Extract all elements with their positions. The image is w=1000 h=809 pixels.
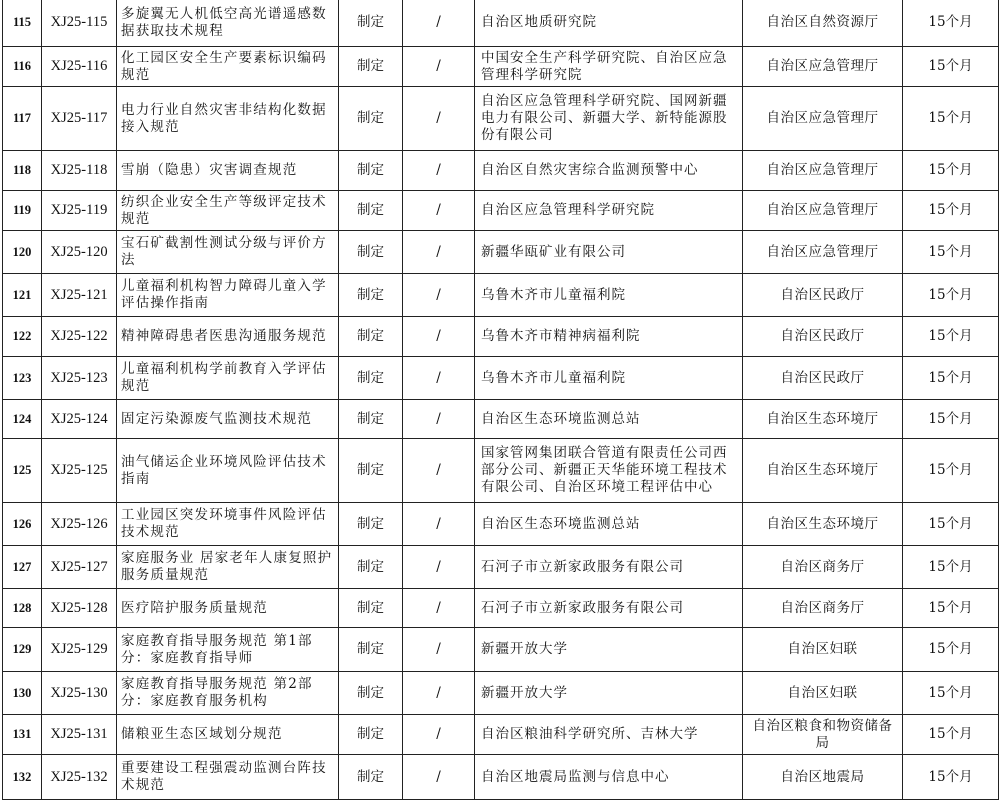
drafting-unit-cell: 乌鲁木齐市儿童福利院	[475, 274, 743, 317]
competent-department-cell: 自治区民政厅	[743, 357, 903, 400]
competent-department-cell: 自治区生态环境厅	[743, 439, 903, 503]
revised-standard-cell: /	[403, 151, 475, 191]
standard-code-cell: XJ25-124	[42, 400, 117, 439]
revised-standard-cell: /	[403, 0, 475, 47]
competent-department-cell: 自治区妇联	[743, 628, 903, 672]
competent-department-cell: 自治区粮食和物资储备局	[743, 715, 903, 755]
competent-department-cell: 自治区地震局	[743, 755, 903, 800]
revised-standard-cell: /	[403, 672, 475, 715]
competent-department-cell: 自治区应急管理厅	[743, 151, 903, 191]
standard-code-cell: XJ25-115	[42, 0, 117, 47]
project-type-cell: 制定	[339, 151, 403, 191]
row-number-cell: 125	[3, 439, 42, 503]
project-type-cell: 制定	[339, 400, 403, 439]
drafting-unit-cell: 乌鲁木齐市精神病福利院	[475, 317, 743, 357]
standard-name-cell: 家庭服务业 居家老年人康复照护服务质量规范	[117, 546, 339, 589]
revised-standard-cell: /	[403, 439, 475, 503]
project-type-cell: 制定	[339, 357, 403, 400]
table-row	[3, 87, 999, 151]
row-number-cell: 117	[3, 87, 42, 151]
drafting-unit-cell: 自治区自然灾害综合监测预警中心	[475, 151, 743, 191]
table-row	[3, 231, 999, 274]
row-number-cell: 131	[3, 715, 42, 755]
standard-name-cell: 纺织企业安全生产等级评定技术规范	[117, 191, 339, 231]
drafting-unit-cell: 石河子市立新家政服务有限公司	[475, 546, 743, 589]
competent-department-cell: 自治区民政厅	[743, 317, 903, 357]
row-number-cell: 124	[3, 400, 42, 439]
drafting-unit-cell: 自治区粮油科学研究所、吉林大学	[475, 715, 743, 755]
revised-standard-cell: /	[403, 87, 475, 151]
revised-standard-cell: /	[403, 628, 475, 672]
standard-code-cell: XJ25-120	[42, 231, 117, 274]
revised-standard-cell: /	[403, 546, 475, 589]
project-type-cell: 制定	[339, 589, 403, 628]
row-number-cell: 128	[3, 589, 42, 628]
project-type-cell: 制定	[339, 628, 403, 672]
drafting-unit-cell: 石河子市立新家政服务有限公司	[475, 589, 743, 628]
revised-standard-cell: /	[403, 231, 475, 274]
table-row	[3, 0, 999, 47]
row-number-cell: 115	[3, 0, 42, 47]
completion-period-cell: 15个月	[903, 400, 999, 439]
revised-standard-cell: /	[403, 357, 475, 400]
standard-name-cell: 工业园区突发环境事件风险评估技术规范	[117, 503, 339, 546]
table-body	[3, 0, 999, 800]
row-number-cell: 118	[3, 151, 42, 191]
standard-code-cell: XJ25-125	[42, 439, 117, 503]
revised-standard-cell: /	[403, 400, 475, 439]
standard-code-cell: XJ25-117	[42, 87, 117, 151]
completion-period-cell: 15个月	[903, 151, 999, 191]
revised-standard-cell: /	[403, 317, 475, 357]
project-type-cell: 制定	[339, 317, 403, 357]
project-type-cell: 制定	[339, 0, 403, 47]
table-row	[3, 47, 999, 87]
competent-department-cell: 自治区应急管理厅	[743, 231, 903, 274]
row-number-cell: 132	[3, 755, 42, 800]
completion-period-cell: 15个月	[903, 357, 999, 400]
standard-name-cell: 宝石矿截割性测试分级与评价方法	[117, 231, 339, 274]
completion-period-cell: 15个月	[903, 47, 999, 87]
revised-standard-cell: /	[403, 755, 475, 800]
completion-period-cell: 15个月	[903, 317, 999, 357]
standard-name-cell: 儿童福利机构学前教育入学评估规范	[117, 357, 339, 400]
standard-name-cell: 多旋翼无人机低空高光谱遥感数据获取技术规程	[117, 0, 339, 47]
standard-code-cell: XJ25-130	[42, 672, 117, 715]
table-row	[3, 274, 999, 317]
standard-code-cell: XJ25-118	[42, 151, 117, 191]
drafting-unit-cell: 自治区应急管理科学研究院	[475, 191, 743, 231]
row-number-cell: 116	[3, 47, 42, 87]
row-number-cell: 123	[3, 357, 42, 400]
competent-department-cell: 自治区应急管理厅	[743, 87, 903, 151]
competent-department-cell: 自治区生态环境厅	[743, 503, 903, 546]
completion-period-cell: 15个月	[903, 755, 999, 800]
revised-standard-cell: /	[403, 715, 475, 755]
project-type-cell: 制定	[339, 439, 403, 503]
row-number-cell: 130	[3, 672, 42, 715]
table-row	[3, 439, 999, 503]
standard-name-cell: 家庭教育指导服务规范 第1部分：家庭教育指导师	[117, 628, 339, 672]
completion-period-cell: 15个月	[903, 503, 999, 546]
standard-code-cell: XJ25-132	[42, 755, 117, 800]
competent-department-cell: 自治区商务厅	[743, 546, 903, 589]
standards-table	[2, 0, 999, 800]
row-number-cell: 122	[3, 317, 42, 357]
table-row	[3, 715, 999, 755]
standard-code-cell: XJ25-126	[42, 503, 117, 546]
standard-code-cell: XJ25-129	[42, 628, 117, 672]
competent-department-cell: 自治区生态环境厅	[743, 400, 903, 439]
completion-period-cell: 15个月	[903, 274, 999, 317]
completion-period-cell: 15个月	[903, 628, 999, 672]
revised-standard-cell: /	[403, 47, 475, 87]
completion-period-cell: 15个月	[903, 589, 999, 628]
table-row	[3, 755, 999, 800]
completion-period-cell: 15个月	[903, 191, 999, 231]
standard-code-cell: XJ25-116	[42, 47, 117, 87]
completion-period-cell: 15个月	[903, 439, 999, 503]
standard-name-cell: 储粮亚生态区域划分规范	[117, 715, 339, 755]
standard-name-cell: 油气储运企业环境风险评估技术指南	[117, 439, 339, 503]
standard-name-cell: 家庭教育指导服务规范 第2部分：家庭教育服务机构	[117, 672, 339, 715]
table-row	[3, 589, 999, 628]
project-type-cell: 制定	[339, 755, 403, 800]
competent-department-cell: 自治区自然资源厅	[743, 0, 903, 47]
completion-period-cell: 15个月	[903, 0, 999, 47]
completion-period-cell: 15个月	[903, 672, 999, 715]
project-type-cell: 制定	[339, 87, 403, 151]
row-number-cell: 127	[3, 546, 42, 589]
row-number-cell: 119	[3, 191, 42, 231]
row-number-cell: 129	[3, 628, 42, 672]
standard-name-cell: 儿童福利机构智力障碍儿童入学评估操作指南	[117, 274, 339, 317]
drafting-unit-cell: 中国安全生产科学研究院、自治区应急管理科学研究院	[475, 47, 743, 87]
drafting-unit-cell: 自治区生态环境监测总站	[475, 503, 743, 546]
standard-code-cell: XJ25-123	[42, 357, 117, 400]
standard-name-cell: 电力行业自然灾害非结构化数据接入规范	[117, 87, 339, 151]
competent-department-cell: 自治区妇联	[743, 672, 903, 715]
table-row	[3, 357, 999, 400]
standard-name-cell: 固定污染源废气监测技术规范	[117, 400, 339, 439]
drafting-unit-cell: 新疆开放大学	[475, 672, 743, 715]
drafting-unit-cell: 新疆华瓯矿业有限公司	[475, 231, 743, 274]
standard-code-cell: XJ25-119	[42, 191, 117, 231]
drafting-unit-cell: 乌鲁木齐市儿童福利院	[475, 357, 743, 400]
table-row	[3, 151, 999, 191]
drafting-unit-cell: 自治区应急管理科学研究院、国网新疆电力有限公司、新疆大学、新特能源股份有限公司	[475, 87, 743, 151]
project-type-cell: 制定	[339, 191, 403, 231]
revised-standard-cell: /	[403, 503, 475, 546]
project-type-cell: 制定	[339, 672, 403, 715]
competent-department-cell: 自治区应急管理厅	[743, 191, 903, 231]
drafting-unit-cell: 自治区生态环境监测总站	[475, 400, 743, 439]
completion-period-cell: 15个月	[903, 715, 999, 755]
competent-department-cell: 自治区应急管理厅	[743, 47, 903, 87]
standard-name-cell: 雪崩（隐患）灾害调查规范	[117, 151, 339, 191]
table-row	[3, 672, 999, 715]
project-type-cell: 制定	[339, 47, 403, 87]
completion-period-cell: 15个月	[903, 546, 999, 589]
standard-code-cell: XJ25-128	[42, 589, 117, 628]
project-type-cell: 制定	[339, 503, 403, 546]
table-row	[3, 191, 999, 231]
standard-name-cell: 医疗陪护服务质量规范	[117, 589, 339, 628]
table-row	[3, 503, 999, 546]
standard-code-cell: XJ25-122	[42, 317, 117, 357]
standard-code-cell: XJ25-127	[42, 546, 117, 589]
table-row	[3, 400, 999, 439]
standard-code-cell: XJ25-121	[42, 274, 117, 317]
project-type-cell: 制定	[339, 231, 403, 274]
row-number-cell: 126	[3, 503, 42, 546]
standard-name-cell: 化工园区安全生产要素标识编码规范	[117, 47, 339, 87]
table-row	[3, 546, 999, 589]
standard-code-cell: XJ25-131	[42, 715, 117, 755]
standard-name-cell: 精神障碍患者医患沟通服务规范	[117, 317, 339, 357]
project-type-cell: 制定	[339, 274, 403, 317]
project-type-cell: 制定	[339, 715, 403, 755]
revised-standard-cell: /	[403, 191, 475, 231]
competent-department-cell: 自治区民政厅	[743, 274, 903, 317]
row-number-cell: 120	[3, 231, 42, 274]
revised-standard-cell: /	[403, 589, 475, 628]
project-type-cell: 制定	[339, 546, 403, 589]
table-row	[3, 317, 999, 357]
standard-name-cell: 重要建设工程强震动监测台阵技术规范	[117, 755, 339, 800]
completion-period-cell: 15个月	[903, 87, 999, 151]
competent-department-cell: 自治区商务厅	[743, 589, 903, 628]
drafting-unit-cell: 自治区地质研究院	[475, 0, 743, 47]
completion-period-cell: 15个月	[903, 231, 999, 274]
drafting-unit-cell: 自治区地震局监测与信息中心	[475, 755, 743, 800]
drafting-unit-cell: 国家管网集团联合管道有限责任公司西部分公司、新疆正天华能环境工程技术有限公司、自治区环境工程评估中心	[475, 439, 743, 503]
drafting-unit-cell: 新疆开放大学	[475, 628, 743, 672]
row-number-cell: 121	[3, 274, 42, 317]
table-row	[3, 628, 999, 672]
revised-standard-cell: /	[403, 274, 475, 317]
